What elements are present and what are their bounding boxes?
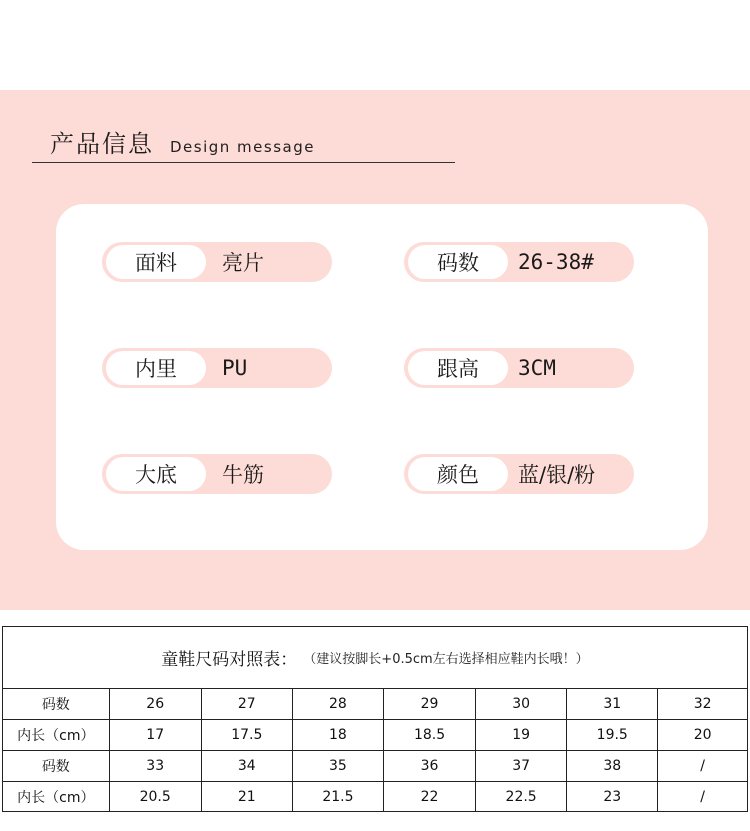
row-header-cell: 内长（cm） bbox=[3, 720, 109, 751]
table-cell: 29 bbox=[383, 689, 475, 720]
table-cell: 38 bbox=[567, 751, 658, 782]
table-cell: 28 bbox=[292, 689, 383, 720]
table-row bbox=[3, 782, 747, 813]
table-cell: 36 bbox=[383, 751, 475, 782]
table-cell: 23 bbox=[567, 782, 658, 813]
spec-value: 蓝/银/粉 bbox=[518, 463, 596, 487]
size-grid bbox=[3, 689, 747, 812]
table-cell: 26 bbox=[109, 689, 201, 720]
spec-label: 大底 bbox=[106, 457, 206, 491]
spec-label: 码数 bbox=[408, 245, 508, 279]
table-cell: 22 bbox=[383, 782, 475, 813]
table-cell: 34 bbox=[201, 751, 292, 782]
row-header-cell: 码数 bbox=[3, 751, 109, 782]
size-chart-table bbox=[2, 626, 748, 812]
table-cell: 21.5 bbox=[292, 782, 383, 813]
table-cell: 22.5 bbox=[476, 782, 567, 813]
size-chart-title bbox=[3, 627, 747, 689]
table-cell: 30 bbox=[476, 689, 567, 720]
heading-title-en: Design message bbox=[170, 138, 315, 156]
size-chart-note: （建议按脚长+0.5cm左右选择相应鞋内长哦！） bbox=[303, 652, 589, 667]
spec-label: 内里 bbox=[106, 351, 206, 385]
table-cell: 19 bbox=[476, 720, 567, 751]
table-cell: 21 bbox=[201, 782, 292, 813]
table-cell: 37 bbox=[476, 751, 567, 782]
table-cell: / bbox=[658, 751, 747, 782]
table-cell: 33 bbox=[109, 751, 201, 782]
spec-value: 26-38# bbox=[518, 250, 594, 274]
spec-value: 牛筋 bbox=[222, 463, 264, 487]
table-cell: 18 bbox=[292, 720, 383, 751]
table-cell: 31 bbox=[567, 689, 658, 720]
table-row bbox=[3, 720, 747, 751]
spec-item-material bbox=[102, 242, 332, 282]
spec-label: 跟高 bbox=[408, 351, 508, 385]
table-cell: 17 bbox=[109, 720, 201, 751]
spec-value: 3CM bbox=[518, 356, 556, 380]
table-row bbox=[3, 751, 747, 782]
spec-item-outsole bbox=[102, 454, 332, 494]
table-row bbox=[3, 689, 747, 720]
row-header-cell: 码数 bbox=[3, 689, 109, 720]
spec-card bbox=[56, 204, 708, 550]
table-cell: / bbox=[658, 782, 747, 813]
spec-label: 颜色 bbox=[408, 457, 508, 491]
row-header-cell: 内长（cm） bbox=[3, 782, 109, 813]
table-cell: 20.5 bbox=[109, 782, 201, 813]
size-chart-heading: 童鞋尺码对照表： bbox=[161, 650, 298, 670]
spec-label: 面料 bbox=[106, 245, 206, 279]
table-cell: 35 bbox=[292, 751, 383, 782]
heading-title-cn: 产品信息 bbox=[50, 130, 154, 158]
spec-item-lining bbox=[102, 348, 332, 388]
spec-value: 亮片 bbox=[222, 251, 264, 275]
table-cell: 19.5 bbox=[567, 720, 658, 751]
table-cell: 18.5 bbox=[383, 720, 475, 751]
spec-value: PU bbox=[222, 356, 248, 380]
section-heading bbox=[50, 124, 315, 159]
table-cell: 20 bbox=[658, 720, 747, 751]
table-cell: 32 bbox=[658, 689, 747, 720]
table-cell: 27 bbox=[201, 689, 292, 720]
spec-item-color bbox=[404, 454, 634, 494]
spec-item-size bbox=[404, 242, 634, 282]
spec-item-heel-height bbox=[404, 348, 634, 388]
heading-underline bbox=[32, 162, 455, 163]
table-cell: 17.5 bbox=[201, 720, 292, 751]
